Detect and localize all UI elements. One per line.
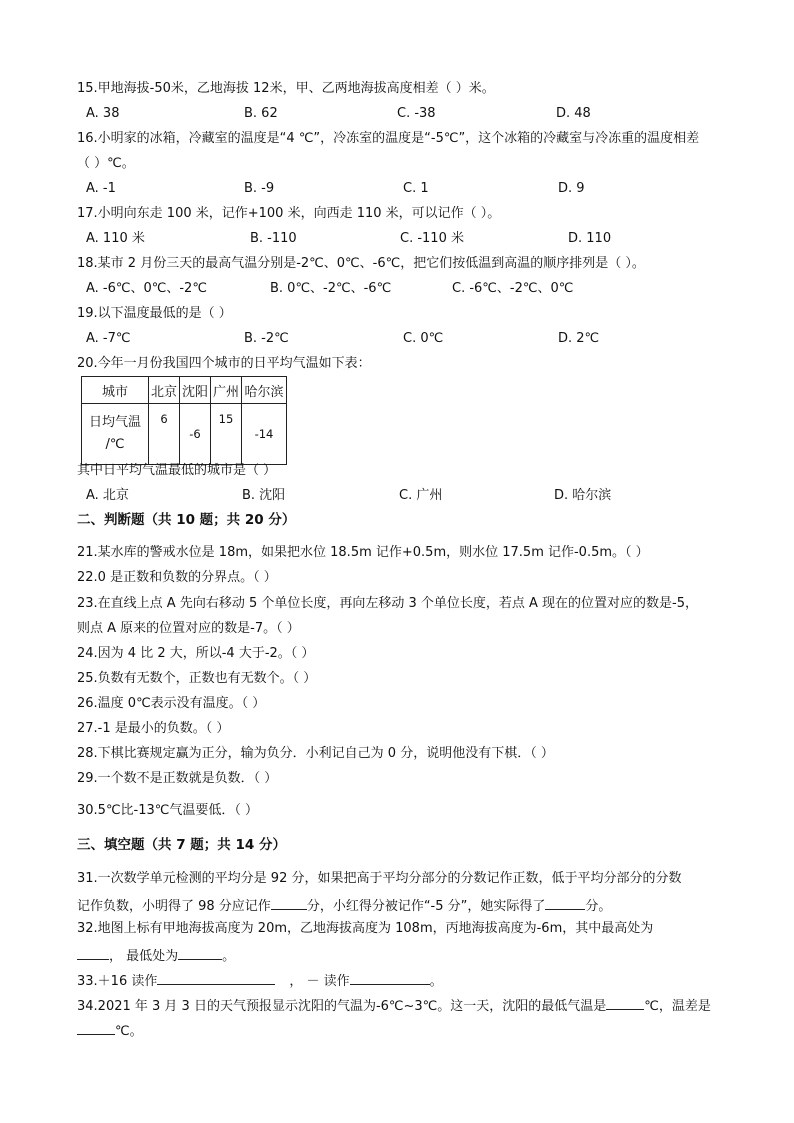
question-16-options <box>86 180 776 198</box>
question-34 <box>77 995 711 1016</box>
option-c: C. -38 <box>397 106 436 121</box>
table-cell: 北京 <box>149 377 180 404</box>
answer-blank[interactable] <box>545 895 585 910</box>
q34-text-3: ℃。 <box>115 1024 143 1039</box>
option-b: B. 沈阳 <box>242 488 286 503</box>
option-a: A. -7℃ <box>86 331 131 346</box>
question-17: 17.小明向东走 100 米，记作+100 米，向西走 110 米，可以记作（ ）。 <box>77 206 501 221</box>
question-20: 20.今年一月份我国四个城市的日平均气温如下表： <box>77 356 371 371</box>
table-cell: 哈尔滨 <box>242 377 287 404</box>
option-d: D. 哈尔滨 <box>554 488 612 503</box>
q33-text-3: 。 <box>429 974 443 989</box>
q33-text-2: ， － 读作 <box>289 974 350 989</box>
row-label-line1: 日均气温 <box>88 415 141 430</box>
option-a: A. -6℃、0℃、-2℃ <box>86 281 207 296</box>
option-b: B. 62 <box>244 106 278 121</box>
option-d: D. 2℃ <box>558 331 600 346</box>
question-21: 21.某水库的警戒水位是 18m，如果把水位 18.5m 记作+0.5m，则水位 17.5m 记作-0.5m。（ ） <box>77 545 649 560</box>
question-16-cont: （ ）℃。 <box>77 156 135 171</box>
table-cell: 沈阳 <box>180 377 211 404</box>
section-title-fill-in: 三、填空题（共 7 题；共 14 分） <box>77 837 286 853</box>
table-row <box>82 404 287 465</box>
table-cell: 15 <box>211 404 242 465</box>
answer-blank[interactable] <box>157 970 275 985</box>
option-d: D. 48 <box>556 106 591 121</box>
table-cell: 广州 <box>211 377 242 404</box>
question-32: 32.地图上标有甲地海拔高度为 20m，乙地海拔高度为 108m，丙地海拔高度为-6m，其中最高处为 <box>77 921 654 936</box>
option-a: A. 北京 <box>86 488 129 503</box>
option-b: B. 0℃、-2℃、-6℃ <box>270 281 392 296</box>
question-18-options <box>86 280 776 298</box>
question-17-options <box>86 230 776 248</box>
question-28: 28.下棋比赛规定赢为正分，输为负分．小利记自己为 0 分，说明他没有下棋．（ ） <box>77 746 554 761</box>
q34-text-2: ℃，温差是 <box>644 999 711 1014</box>
option-c: C. 0℃ <box>403 331 444 346</box>
question-31-cont <box>77 895 611 916</box>
option-c: C. 1 <box>403 181 429 196</box>
q33-text-1: 33.＋16 读作 <box>77 974 158 989</box>
q32-text-1: ， 最低处为 <box>109 949 179 964</box>
question-16: 16.小明家的冰箱，冷藏室的温度是“4 ℃”，冷冻室的温度是“-5℃”，这个冰箱的冷藏室与冷冻重的温度相差 <box>77 131 700 146</box>
option-d: D. 9 <box>558 181 585 196</box>
answer-blank[interactable] <box>178 945 222 960</box>
question-20-options <box>86 487 776 505</box>
question-30: 30.5℃比-13℃气温要低．（ ） <box>77 803 259 818</box>
option-b: B. -110 <box>250 231 297 246</box>
question-15: 15.甲地海拔-50米，乙地海拔 12米，甲、乙两地海拔高度相差（ ）米。 <box>77 81 495 96</box>
answer-blank[interactable] <box>606 995 644 1010</box>
option-b: B. -9 <box>244 181 275 196</box>
option-a: A. 38 <box>86 106 120 121</box>
question-31: 31.一次数学单元检测的平均分是 92 分，如果把高于平均分部分的分数记作正数，低于平均分部分的分数 <box>77 871 682 886</box>
row-label-line2: /℃ <box>105 437 125 452</box>
q32-text-2: 。 <box>222 949 236 964</box>
question-23-cont: 则点 A 原来的位置对应的数是-7。（ ） <box>77 621 300 636</box>
question-29: 29.一个数不是正数就是负数．（ ） <box>77 771 278 786</box>
city-temperature-table <box>81 376 287 465</box>
question-18: 18.某市 2 月份三天的最高气温分别是-2℃、0℃、-6℃，把它们按低温到高温的顺序排列是（ ）。 <box>77 256 645 271</box>
q31-text-3: 分。 <box>585 899 612 914</box>
table-header-row <box>82 377 287 404</box>
q31-text-1: 记作负数，小明得了 98 分应记作 <box>77 899 271 914</box>
question-22: 22.0 是正数和负数的分界点。（ ） <box>77 570 277 585</box>
question-27: 27.-1 是最小的负数。（ ） <box>77 721 230 736</box>
option-c: C. 广州 <box>399 488 443 503</box>
option-c: C. -6℃、-2℃、0℃ <box>452 281 574 296</box>
question-15-options <box>86 105 776 123</box>
question-32-cont <box>77 945 235 966</box>
table-row-label <box>82 404 149 465</box>
q31-text-2: 分，小红得分被记作“-5 分”，她实际得了 <box>306 899 546 914</box>
table-cell: 6 <box>149 404 180 465</box>
question-25: 25.负数有无数个，正数也有无数个。（ ） <box>77 671 317 686</box>
answer-blank[interactable] <box>77 945 109 960</box>
answer-blank[interactable] <box>271 895 307 910</box>
table-cell: 城市 <box>82 377 149 404</box>
question-19-options <box>86 330 776 348</box>
table-cell: -6 <box>180 404 211 465</box>
question-24: 24.因为 4 比 2 大，所以-4 大于-2。（ ） <box>77 646 315 661</box>
option-a: A. 110 米 <box>86 231 145 246</box>
option-c: C. -110 米 <box>400 231 464 246</box>
answer-blank[interactable] <box>350 970 430 985</box>
question-19: 19.以下温度最低的是（ ） <box>77 306 232 321</box>
answer-blank[interactable] <box>77 1020 115 1035</box>
table-cell: -14 <box>242 404 287 465</box>
question-20-prompt: 其中日平均气温最低的城市是（ ） <box>77 463 277 478</box>
question-26: 26.温度 0℃表示没有温度。（ ） <box>77 696 266 711</box>
option-a: A. -1 <box>86 181 116 196</box>
question-34-cont <box>77 1020 143 1041</box>
question-23: 23.在直线上点 A 先向右移动 5 个单位长度，再向左移动 3 个单位长度，若点 A 现在的位置对应的数是-5， <box>77 596 699 611</box>
option-d: D. 110 <box>568 231 612 246</box>
option-b: B. -2℃ <box>244 331 289 346</box>
section-title-judgement: 二、判断题（共 10 题；共 20 分） <box>77 512 296 528</box>
question-33 <box>77 970 443 991</box>
q34-text-1: 34.2021 年 3 月 3 日的天气预报显示沈阳的气温为-6℃~3℃。这一天，沈阳的最低气温是 <box>77 999 607 1014</box>
